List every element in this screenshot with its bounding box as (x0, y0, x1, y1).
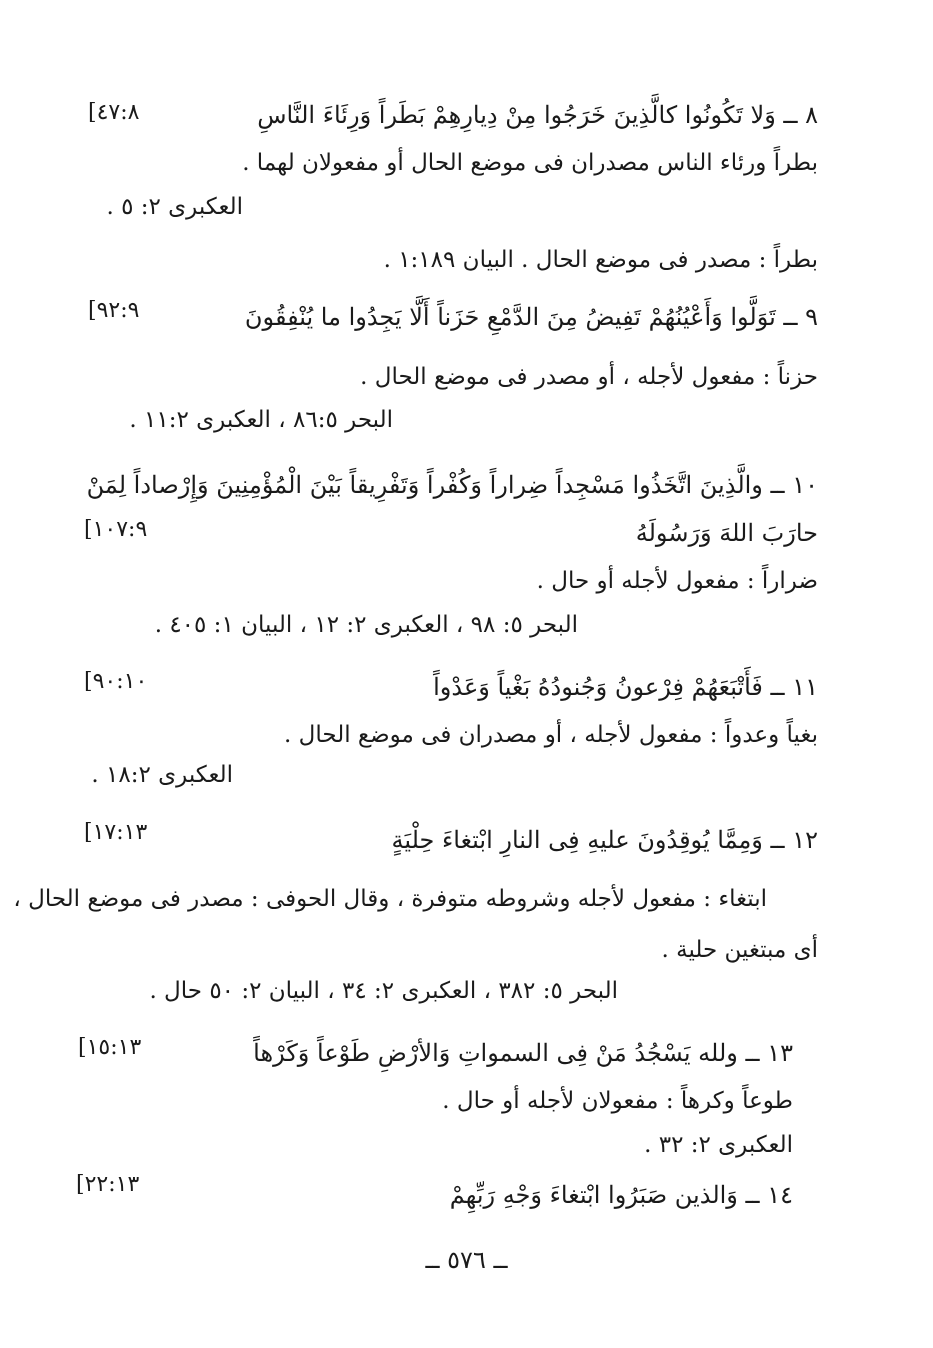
verse-9: ٩ ــ تَوَلَّوا وَأَعْيُنُهُمْ تَفِيضُ مِنَ الدَّمْعِ حَزَناً أَلَّا يَجِدُوا ما يُنْفِقُونَ (244, 303, 818, 331)
note-13-2: العكبرى ٢: ٣٢ . (644, 1132, 793, 1158)
page-number: ــ ٥٧٦ ــ (425, 1246, 508, 1274)
note-8-2: العكبرى ٢: ٥ . (106, 194, 243, 220)
verse-13: ١٣ ــ ولله يَسْجُدُ مَنْ فِى السمواتِ وَالأرْضِ طَوْعاً وَكَرْهاً (253, 1039, 793, 1067)
verse-ref-11: [٩٠:١٠ (84, 669, 148, 694)
note-12-1: ابتغاء : مفعول لأجله وشروطه متوفرة ، وقال الحوفى : مصدر فى موضع الحال ، (13, 886, 767, 912)
note-8-3: بطراً : مصدر فى موضع الحال . البيان ١:١٨٩ . (383, 247, 818, 273)
note-9-2: البحر ٨٦:٥ ، العكبرى ١١:٢ . (129, 407, 393, 433)
note-11-1: بغياً وعدواً : مفعول لأجله ، أو مصدران فى موضع الحال . (284, 722, 818, 748)
verse-11: ١١ ــ فَأَتْبَعَهُمْ فِرْعونُ وَجُنودُهُ بَغْياً وَعَدْواً (433, 673, 818, 701)
verse-ref-12: [١٧:١٣ (84, 820, 148, 845)
note-12-2: أى مبتغين حلية . (661, 937, 818, 963)
verse-ref-8: [٤٧:٨ (88, 100, 140, 125)
note-10-2: البحر ٥: ٩٨ ، العكبرى ٢: ١٢ ، البيان ١: ٤٠٥ . (154, 612, 578, 638)
note-12-3: البحر ٥: ٣٨٢ ، العكبرى ٢: ٣٤ ، البيان ٢: ٥٠ حال . (149, 978, 618, 1004)
note-9-1: حزناً : مفعول لأجله ، أو مصدر فى موضع الحال . (360, 364, 818, 390)
verse-ref-13: [١٥:١٣ (78, 1035, 142, 1060)
note-8-1: بطراً ورئاء الناس مصدران فى موضع الحال أو مفعولان لهما . (242, 150, 818, 176)
verse-10-cont: حارَبَ اللهَ وَرَسُولَهُ (635, 519, 818, 547)
note-13-1: طوعاً وكرهاً : مفعولان لأجله أو حال . (442, 1088, 793, 1114)
verse-14: ١٤ ــ وَالذين صَبَرُوا ابْتغاءَ وَجْهِ رَبِّهِمْ (449, 1181, 793, 1209)
verse-12: ١٢ ــ وَمِمَّا يُوقِدُونَ عليهِ فِى النارِ ابْتغاءَ حِلْيَةٍ (391, 826, 818, 854)
note-11-2: العكبرى ١٨:٢ . (91, 762, 233, 788)
verse-ref-10: [١٠٧:٩ (84, 517, 148, 542)
verse-ref-14: [٢٢:١٣ (76, 1172, 140, 1197)
verse-10: ١٠ ــ والَّذِينَ اتَّخَذُوا مَسْجِداً ضِراراً وَكُفْراً وَتَفْرِيقاً بَيْنَ الْمُؤْمِنِينَ وَإِرْصاداً لِمَنْ (86, 471, 818, 499)
verse-8: ٨ ــ وَلا تَكُونُوا كالَّذِينَ خَرَجُوا مِنْ دِيارِهِمْ بَطَراً وَرِئَاءَ النَّاسِ (257, 101, 818, 129)
verse-ref-9: [٩٢:٩ (88, 298, 140, 323)
note-10-1: ضراراً : مفعول لأجله أو حال . (536, 568, 818, 594)
